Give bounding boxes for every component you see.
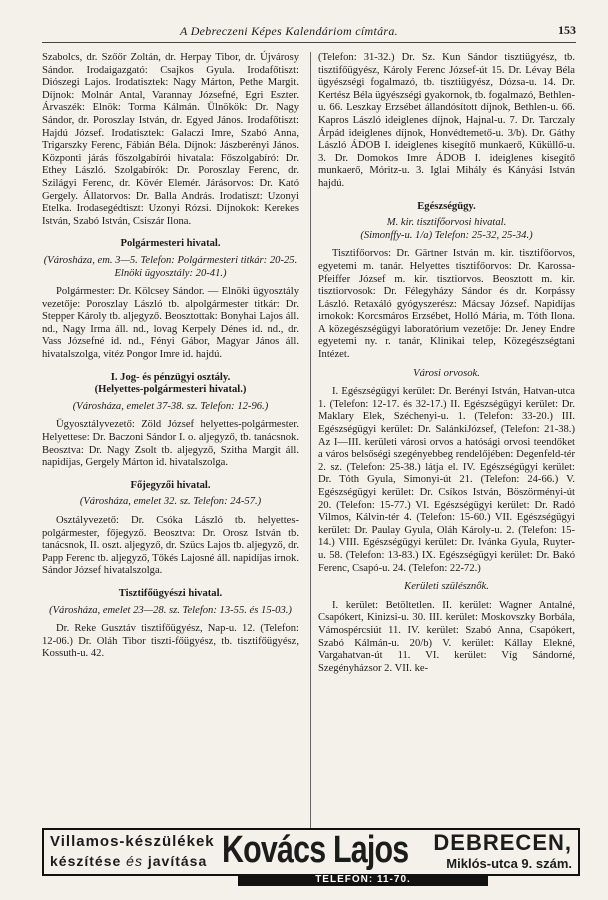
section-heading-szulesznok: Kerületi szülésznők.: [404, 581, 489, 593]
section-heading-polgarmesteri: Polgármesteri hivatal.: [120, 238, 221, 250]
page-number: 153: [558, 23, 576, 37]
ad-address: Miklós-utca 9. szám.: [446, 856, 572, 871]
section-sub-fojegyzoi: (Városháza, emelet 32. sz. Telefon: 24-57.): [79, 496, 262, 508]
section-heading-helyettes: (Helyettes-polgármesteri hivatal.): [94, 384, 247, 396]
ad-phone: TELEFON: 11-70.: [238, 874, 488, 886]
section-heading-jogugyi: I. Jog- és pénzügyi osztály.: [110, 371, 231, 383]
paragraph-fojegyzoi: Osztályvezető: Dr. Csóka László tb. helyettes-polgármester, főjegyző. Beosztva: Dr. Orosz István tb. tanácsnok, II. oszt. aljegyző, dr. Szücs Lajos tb. aljegyző, dr. Papp Ferenc tb. aljegyző, Tőkés Lajosné áll. napidíjas irnok. Sándor József hivatalszolga.: [42, 515, 299, 577]
column-divider: [310, 52, 311, 872]
ad-word-repair: javítása: [147, 853, 208, 869]
ad-business-name: Kovács Lajos: [222, 829, 409, 871]
section-sub-jogugyi: (Városháza, emelet 37-38. sz. Telefon: 12-96.): [72, 400, 269, 412]
section-sub-polgarmesteri: (Városháza, em. 3—5. Telefon: Polgármesteri titkár: 20-25. Elnöki ügyosztály: 20-41.): [43, 254, 298, 279]
section-heading-tisztifougyeszi: Tisztifőügyészi hivatal.: [118, 587, 223, 599]
section-heading-fojegyzoi: Főjegyzői hivatal.: [130, 479, 211, 491]
section-heading-varosi-orvosok: Városi orvosok.: [413, 367, 480, 379]
section-heading-egeszsegugy: Egészségügy.: [417, 200, 476, 212]
paragraph-ugyeszek: (Telefon: 31-32.) Dr. Sz. Kun Sándor tisztiügyész, tb. tisztifőügyész, Károly Ferenc József-út 15. Dr. Lévay Béla ügyészségi fogalmazó, tb. tisztiügyész, Dózsa-u. 14. Dr. Kertész Béla ügyészségi gyakornok, tb. fogalmazó, Bethlen-u. 66. Leszkay Erzsébet állandósított díjnok, Bethlen-u. 66. Kapros László ideiglenes díjnok, Hajnal-u. 7. Dr. Tarczaly Árpád ideiglenes díjnok, Honvédtemető-u. 3/b). Dr. Gáthy László ÁDOB I. ideiglenes kisegítő munkaerő, Küküllő-u. 3. Dr. Domokos Imre ÁDOB I. ideiglenes kisegítő munkaerő, Móritz-u. 3. Iglai Mihály és Kányási István hajdú.: [318, 52, 575, 189]
paragraph-tisztiorvosi: Tisztifőorvos: Dr. Gärtner István m. kir. tisztifőorvos, egyetemi m. tanár. Helyettes tisztifőorvos: Dr. Karossa-Pfeiffer József m. kir. tisztiorvos. Beosztott m. kir. tisztiorvosok: Dr. Félegyházy Sándor és dr. Korpássy László. Retaxáló gyógyszerész: Mácsay József. Napidíjas irnokok: Korcsmáros Erzsébet, Holló Mária, m. Tóth Ilona. A közegészségügyi laboratórium vezetője: Dr. Jeney Endre egyetemi ny. r. tanár, Klinikai telep, Közegészségtani Intézet.: [318, 248, 575, 361]
page-header: [42, 22, 576, 43]
paragraph-officials: Szabolcs, dr. Szőőr Zoltán, dr. Herpay Tibor, dr. Újvárosy Sándor. Irodaigazgató: Csajkos Gyula. Irodafőtiszt: Diószegi Lajos. Irodatisztek: Nagy Márton, Pethe Margit. Díjnok: Molnár Antal, Varannay Józsefné, Egri Eszter. Árvaszék: Elnök: Torma Kálmán. Ülnökök: Dr. Nagy Sándor, dr. Poroszlay István, dr. Egyed János. Irodafőtiszt: Hajdú József. Irodatisztek: Galaczi Imre, Szabó Anna, Trigarszky Ferenc, Fábián Béla. Díjnok: Jászberényi János. Központi járás főszolgabírói hivatala: Főszolgabíró: Dr. Ethey László. Szolgabírók: Dr. Poroszlay Ferenc, dr. Szilágyi Ferenc, dr. Kövér Elemér. Járásorvos: Dr. Kató Gergely. Állatorvos: Dr. Balla András. Irodatiszt: Uzonyi Etelka. Irodasegédtiszt: Uzonyi Rózsi. Díjnokok: Kerekes István, Szabó István, Csiszár Ilona.: [42, 52, 299, 227]
section-heading-tisztiorvosi: M. kir. tisztifőorvosi hivatal.: [386, 217, 507, 229]
ad-location: [433, 832, 572, 871]
advertisement: [42, 828, 580, 876]
ad-services: [50, 833, 215, 869]
ad-line-electrical: Villamos-készülékek: [50, 833, 215, 850]
paragraph-polgarmesteri: Polgármester: Dr. Kölcsey Sándor. — Elnöki ügyosztály vezetője: Poroszlay László tb. alpolgármester titkár: Dr. Stepper Károly tb. aljegyző. Beosztottak: Bonyhai Lajos áll. nd., Nagy Irma áll. nd., lovag Kerpely Dénes id. nd., dr. Vass Józsefné id. nd., Fényi Gábor, Magyar János áll. hivatalszolga, vitéz Pongor Imre id. hajdú.: [42, 286, 299, 361]
paragraph-varosi-orvosok: I. Egészségügyi kerület: Dr. Berényi István, Hatvan-utca 1. (Telefon: 12-17. és 32-17.) II. Egészségügyi kerület: Dr. Maklary Elek, Széchenyi-u. 1. (Telefon: 33-20.) III. Egészségügyi kerület: Dr. SalánkiJózsef, (Telefon: 21-38.) Az I—III. kerületi városi orvos a hatósági orvosi teendőket a város belsőségi szegényebbeg rendelőjében: Degenfeld-tér 2. sz. (Telefon: 25-38.) látja el. IV. Egészségügyi kerület: Dr. Tóth Gyula, Simonyi-út 21. (Telefon: 24-66.) V. Egészségügyi kerület: Dr. Csíkos István, Böszörményi-út 20. (Telefon: 15-77.) VI. Egészségügyi kerület: Dr. Radó Vilmos, Kálvin-tér 4. (Telefon: 15-60.) VII. Egészségügyi kerület: Dr. Paulay Gyula, Oláh Károly-u. 2. (Telefon: 15-14.) VIII. Egészségügyi kerület: Dr. Ivánka Gyula, Ruyter-u. 58. (Telefon: 13-83.) IX. Egészségügyi kerület: Dr. Bakó Ferenc, Csapó-u. 24. (Telefon: 22-72.): [318, 386, 575, 574]
running-title: A Debreczeni Képes Kalendáriom címtára.: [179, 24, 398, 38]
paragraph-szulesznok: I. kerület: Betöltetlen. II. kerület: Wagner Antalné, Csapókert, Kinizsi-u. 30. III. kerület: Moskovszky Borbála, Vámospércsiút 11. IV. kerület: Szabó Anna, Csapókert, Szabó Kálmán-u. 20/b) V. kerület: Kállay Elekné, Vargahatvan-út 11. VI. kerület: Víg Sándorné, Szegényházsor 2. VII. ke-: [318, 599, 575, 674]
ad-city: DEBRECEN,: [433, 830, 572, 855]
paragraph-tisztifougyeszi: Dr. Reke Gusztáv tisztifőügyész, Nap-u. 12. (Telefon: 12-06.) Dr. Oláh Tibor tiszti-főügyész, tb. tisztifőügyész, Kossuth-u. 42.: [42, 623, 299, 660]
left-column: [42, 52, 299, 661]
right-column: [318, 52, 575, 675]
ad-word-making: készítése: [50, 853, 122, 869]
section-sub-tisztifougyeszi: (Városháza, emelet 23—28. sz. Telefon: 13-55. és 15-03.): [49, 604, 292, 616]
ad-line-repair: [50, 853, 215, 869]
paragraph-jogugyi: Ügyosztályvezető: Zöld József helyettes-polgármester. Helyettese: Dr. Baczoni Sándor I. o. aljegyző, tb. tanácsnok. Beosztva: Dr. Nagy Zsolt tb. aljegyző, Szitha Margit áll. napidíjas, Gergely Márton id. hivatalszolga.: [42, 419, 299, 469]
section-sub-tisztiorvosi: (Simonffy-u. 1/a) Telefon: 25-32, 25-34.): [360, 229, 533, 241]
ad-word-and: és: [126, 853, 143, 869]
